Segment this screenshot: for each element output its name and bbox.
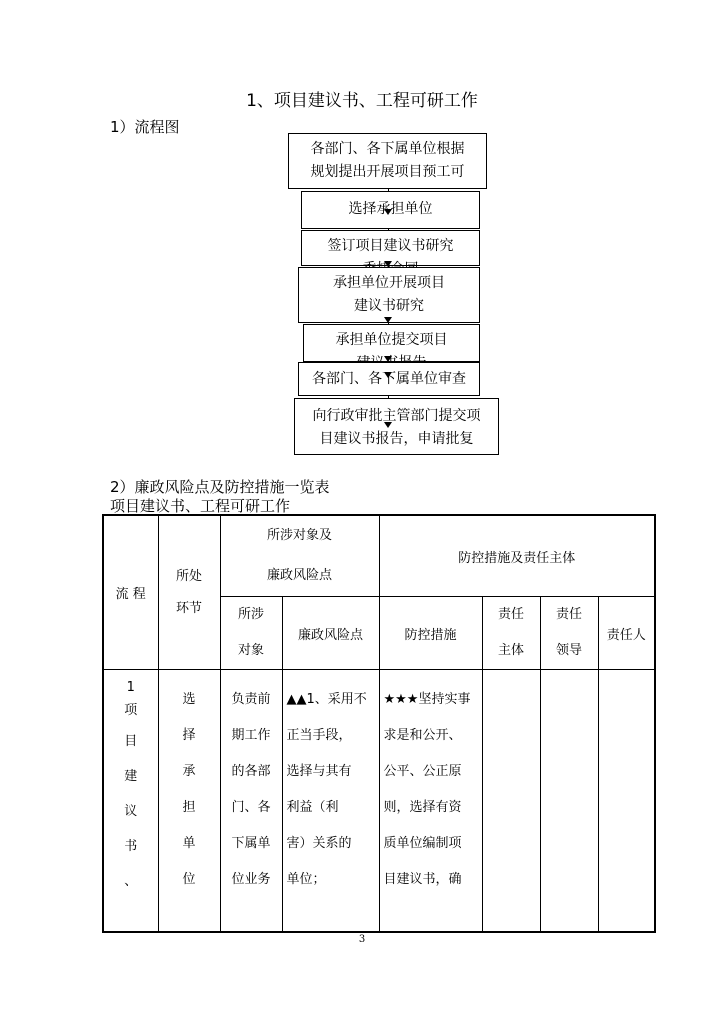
header-text: 主体 [497, 643, 524, 658]
flow-step-text: 承担单位提交项目 [335, 332, 448, 348]
flow-arrow-icon [384, 209, 392, 215]
flowchart-heading: 1）流程图 [110, 118, 180, 136]
cell-line: 公平、公正原 [383, 764, 462, 779]
cell-flow [103, 670, 158, 932]
cell-line: 项 [124, 703, 138, 718]
cell-line: 担 [182, 800, 196, 815]
cell-line: 建 [124, 769, 138, 784]
flow-step-text: 目建议书报告，申请批复 [319, 431, 474, 447]
cell-line: ★★★坚持实事 [383, 692, 471, 707]
cell-line: 单位； [286, 872, 326, 887]
cell-line: 的各部 [231, 764, 271, 779]
header-text: 所涉对象及 [266, 528, 332, 543]
cell-risk [282, 670, 379, 932]
table-caption: 项目建议书、工程可研工作 [110, 497, 291, 515]
cell-line: 目建议书，确 [383, 872, 462, 887]
flow-step-text: 规划提出开展项目预工可 [310, 164, 465, 180]
cell-line: 书 [124, 839, 138, 854]
flow-step-4 [298, 267, 480, 323]
header-measures-group: 防控措施及责任主体 [379, 515, 655, 597]
flow-step-text: 签订项目建议书研究 [327, 238, 454, 254]
flow-step-text: 向行政审批主管部门提交项 [312, 408, 481, 424]
cell-line: 选择与其有 [286, 764, 352, 779]
header-measure: 防控措施 [379, 597, 482, 670]
header-link [158, 515, 220, 670]
flow-step-text: 承担单位开展项目 [333, 275, 445, 291]
cell-line: 求是和公开、 [383, 728, 462, 743]
header-text: 对象 [237, 643, 264, 658]
flow-arrow-icon [384, 422, 392, 428]
flow-step-text: 建议书研究 [354, 298, 424, 314]
cell-line: 期工作 [231, 728, 271, 743]
cell-line: 议 [124, 804, 138, 819]
cell-subject [482, 670, 540, 932]
cell-line: 承 [182, 764, 196, 779]
cell-line: 质单位编制项 [383, 836, 462, 851]
risk-heading: 2）廉政风险点及防控措施一览表 [110, 478, 330, 496]
header-leader [540, 597, 598, 670]
cell-line: 位业务 [231, 872, 271, 887]
flow-step-text: 选择承担单位 [348, 201, 433, 217]
cell-link [158, 670, 220, 932]
cell-line: 1 [126, 680, 135, 695]
flow-step-text: 各部门、各下属单位根据 [310, 141, 465, 157]
table-row [103, 670, 655, 932]
cell-line: 负责前 [231, 692, 271, 707]
cell-line: 目 [124, 734, 138, 749]
header-text: 廉政风险点 [266, 568, 332, 583]
cell-line: 位 [182, 872, 196, 887]
page-title: 1、项目建议书、工程可研工作 [246, 91, 478, 111]
cell-line: 选 [182, 692, 196, 707]
page-number: 3 [358, 934, 366, 945]
cell-line: 利益（利 [286, 800, 339, 815]
header-text: 责任 [555, 607, 582, 622]
cell-leader [540, 670, 598, 932]
flow-step-1 [288, 133, 487, 189]
header-text: 领导 [555, 643, 582, 658]
flow-arrow-icon [384, 372, 392, 378]
cell-line: 害）关系的 [286, 836, 352, 851]
cell-line: 下属单 [231, 836, 271, 851]
flow-step-6 [298, 362, 480, 396]
table-header-row [103, 515, 655, 576]
header-text: 环节 [175, 600, 202, 616]
cell-line: 则，选择有资 [383, 800, 462, 815]
header-text: 责任 [497, 607, 524, 622]
header-text: 所处 [175, 568, 202, 584]
cell-person [598, 670, 655, 932]
header-flow: 流 程 [103, 515, 158, 670]
risk-table [102, 514, 656, 933]
flow-arrow-icon [384, 317, 392, 323]
flow-arrow-icon [384, 356, 392, 362]
cell-line: 、 [124, 874, 138, 889]
cell-line: 单 [182, 836, 196, 851]
cell-line: ▲▲1、采用不 [286, 692, 367, 707]
header-object [220, 597, 282, 670]
cell-measure [379, 670, 482, 932]
cell-line: 正当手段， [286, 728, 352, 743]
cell-object [220, 670, 282, 932]
flow-step-7 [294, 398, 499, 455]
cell-line: 择 [182, 728, 196, 743]
cell-line: 门、各 [231, 800, 271, 815]
header-subject [482, 597, 540, 670]
header-person: 责任人 [598, 597, 655, 670]
header-text: 所涉 [237, 607, 264, 622]
flow-arrow-icon [384, 261, 392, 267]
flow-step-text: 各部门、各下属单位审查 [312, 371, 466, 387]
header-object-group [220, 515, 379, 597]
header-risk: 廉政风险点 [282, 597, 379, 670]
